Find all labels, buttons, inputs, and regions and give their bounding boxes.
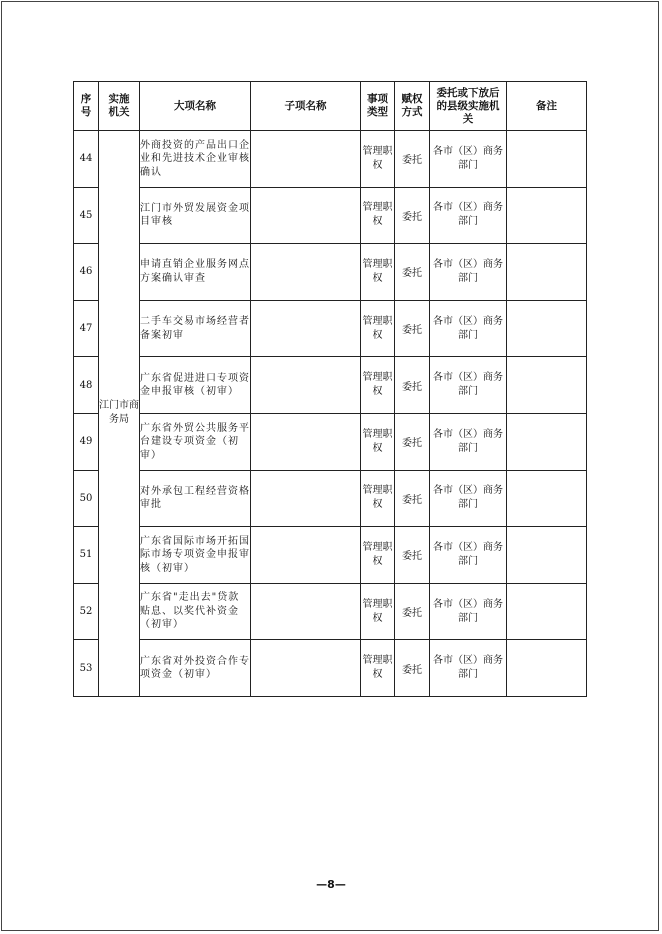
- row-county-agency: 各市（区）商务部门: [430, 527, 507, 584]
- row-seq: 50: [74, 470, 99, 527]
- row-item-type: 管理职权: [361, 413, 395, 470]
- row-item-name: 江门市外贸发展资金项目审核: [140, 187, 251, 244]
- header-seq: 序号: [74, 82, 99, 131]
- row-remarks: [507, 357, 587, 414]
- row-sub-item-name: [251, 131, 361, 188]
- row-sub-item-name: [251, 244, 361, 301]
- row-item-type: 管理职权: [361, 527, 395, 584]
- row-sub-item-name: [251, 583, 361, 640]
- row-item-name: 广东省促进进口专项资金申报审核（初审）: [140, 357, 251, 414]
- row-item-type: 管理职权: [361, 357, 395, 414]
- row-remarks: [507, 583, 587, 640]
- row-county-agency: 各市（区）商务部门: [430, 413, 507, 470]
- row-county-agency: 各市（区）商务部门: [430, 244, 507, 301]
- row-authorization-mode: 委托: [395, 244, 430, 301]
- delegated-items-table: [73, 81, 587, 697]
- table-row: [74, 640, 587, 697]
- row-item-name: 广东省对外投资合作专项资金（初审）: [140, 640, 251, 697]
- table-row: [74, 583, 587, 640]
- row-authorization-mode: 委托: [395, 527, 430, 584]
- header-remarks: 备注: [507, 82, 587, 131]
- row-item-type: 管理职权: [361, 187, 395, 244]
- row-sub-item-name: [251, 470, 361, 527]
- row-sub-item-name: [251, 640, 361, 697]
- row-remarks: [507, 244, 587, 301]
- row-item-name: 广东省"走出去"贷款贴息、以奖代补资金（初审）: [140, 583, 251, 640]
- row-item-type: 管理职权: [361, 583, 395, 640]
- row-seq: 44: [74, 131, 99, 188]
- row-item-name: 申请直销企业服务网点方案确认审查: [140, 244, 251, 301]
- row-sub-item-name: [251, 357, 361, 414]
- row-item-name: 广东省国际市场开拓国际市场专项资金申报审核（初审）: [140, 527, 251, 584]
- row-county-agency: 各市（区）商务部门: [430, 131, 507, 188]
- row-remarks: [507, 527, 587, 584]
- row-item-type: 管理职权: [361, 131, 395, 188]
- row-item-type: 管理职权: [361, 300, 395, 357]
- header-row: [74, 82, 587, 131]
- table-row: [74, 527, 587, 584]
- header-item-name: 大项名称: [140, 82, 251, 131]
- row-authorization-mode: 委托: [395, 357, 430, 414]
- agency-cell: 江门市商务局: [99, 131, 140, 697]
- row-seq: 45: [74, 187, 99, 244]
- header-item-type: 事项类型: [361, 82, 395, 131]
- table-row: [74, 470, 587, 527]
- header-authorization-mode: 赋权方式: [395, 82, 430, 131]
- row-county-agency: 各市（区）商务部门: [430, 357, 507, 414]
- row-county-agency: 各市（区）商务部门: [430, 640, 507, 697]
- row-remarks: [507, 300, 587, 357]
- table-row: [74, 187, 587, 244]
- row-item-name: 对外承包工程经营资格审批: [140, 470, 251, 527]
- row-item-name: 二手车交易市场经营者备案初审: [140, 300, 251, 357]
- row-authorization-mode: 委托: [395, 413, 430, 470]
- row-seq: 49: [74, 413, 99, 470]
- row-seq: 51: [74, 527, 99, 584]
- row-sub-item-name: [251, 300, 361, 357]
- row-remarks: [507, 187, 587, 244]
- row-sub-item-name: [251, 187, 361, 244]
- row-seq: 52: [74, 583, 99, 640]
- table-row: [74, 244, 587, 301]
- row-authorization-mode: 委托: [395, 300, 430, 357]
- row-authorization-mode: 委托: [395, 640, 430, 697]
- row-remarks: [507, 640, 587, 697]
- table-row: [74, 357, 587, 414]
- row-county-agency: 各市（区）商务部门: [430, 470, 507, 527]
- row-remarks: [507, 470, 587, 527]
- row-item-type: 管理职权: [361, 470, 395, 527]
- row-seq: 46: [74, 244, 99, 301]
- row-authorization-mode: 委托: [395, 187, 430, 244]
- row-county-agency: 各市（区）商务部门: [430, 300, 507, 357]
- row-authorization-mode: 委托: [395, 583, 430, 640]
- row-item-type: 管理职权: [361, 244, 395, 301]
- row-item-name: 广东省外贸公共服务平台建设专项资金（初审）: [140, 413, 251, 470]
- row-authorization-mode: 委托: [395, 470, 430, 527]
- row-authorization-mode: 委托: [395, 131, 430, 188]
- row-county-agency: 各市（区）商务部门: [430, 583, 507, 640]
- row-remarks: [507, 131, 587, 188]
- header-sub-item-name: 子项名称: [251, 82, 361, 131]
- row-remarks: [507, 413, 587, 470]
- row-sub-item-name: [251, 413, 361, 470]
- header-agency: 实施机关: [99, 82, 140, 131]
- row-seq: 48: [74, 357, 99, 414]
- header-county-agency: 委托或下放后的县级实施机关: [430, 82, 507, 131]
- page-number: —8—: [316, 878, 346, 891]
- row-seq: 47: [74, 300, 99, 357]
- row-seq: 53: [74, 640, 99, 697]
- row-sub-item-name: [251, 527, 361, 584]
- table-row: [74, 300, 587, 357]
- table-row: [74, 131, 587, 188]
- row-item-type: 管理职权: [361, 640, 395, 697]
- table-row: [74, 413, 587, 470]
- row-item-name: 外商投资的产品出口企业和先进技术企业审核确认: [140, 131, 251, 188]
- row-county-agency: 各市（区）商务部门: [430, 187, 507, 244]
